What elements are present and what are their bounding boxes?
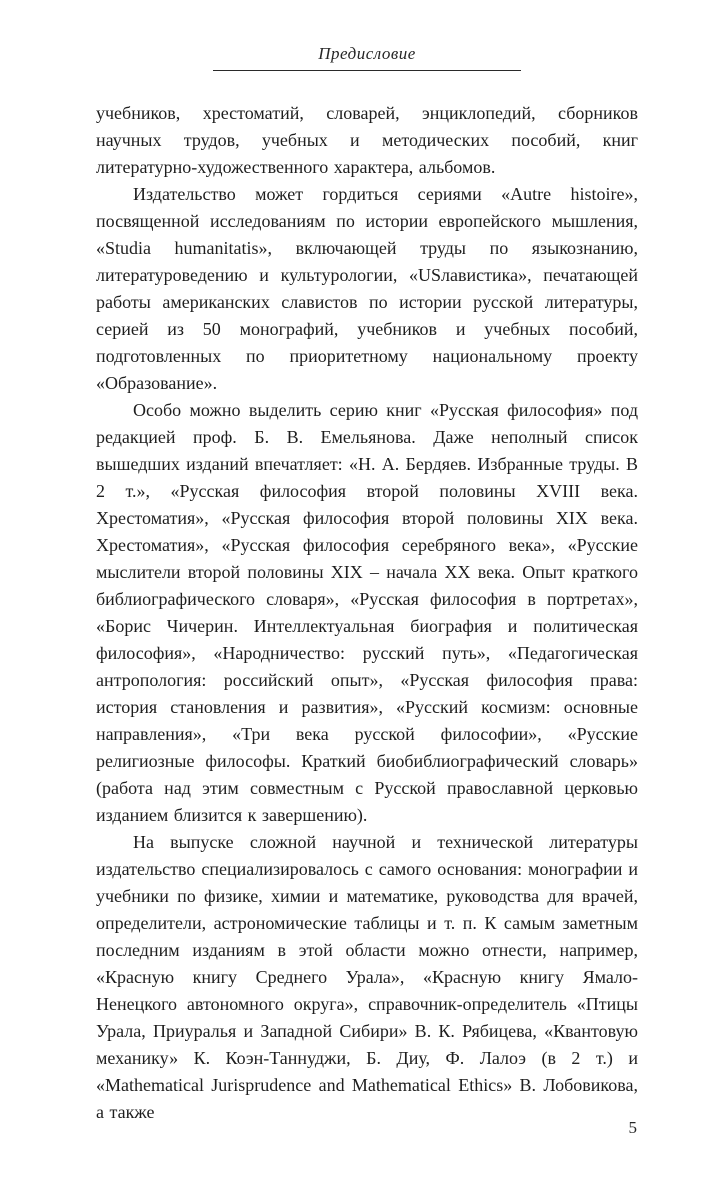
running-head: Предисловие [318, 44, 416, 63]
paragraph: На выпуске сложной научной и технической литературы издательство специализировалось с самого основания: монографии и учебники по физике, химии и математике, руководства для врачей, определители, астрономические таблицы и т. п. К самым заметным последним изданиям в этой области можно отнести, например, «Красную книгу Среднего Урала», «Красную книгу Ямало-Ненецкого автономного округа», справочник-определитель «Птицы Урала, Приуралья и Западной Сибири» В. К. Рябицева, «Квантовую механику» К. Коэн-Таннуджи, Б. Диу, Ф. Лалоэ (в 2 т.) и «Mathematical Jurisprudence and Mathematical Ethics» В. Лобовикова, а также [96, 832, 638, 1122]
page-header [96, 44, 638, 71]
paragraph: Особо можно выделить серию книг «Русская философия» под редакцией проф. Б. В. Емельянова. Даже неполный список вышедших изданий впечатляет: «Н. А. Бердяев. Избранные труды. В 2 т.», «Русская философия второй половины XVIII века. Хрестоматия», «Русская философия второй половины XIX века. Хрестоматия», «Русская философия серебряного века», «Русские мыслители второй половины XIX – начала XX века. Опыт краткого библиографического словаря», «Русская философия в портретах», «Борис Чичерин. Интеллектуальная биография и политическая философия», «Народничество: русский путь», «Педагогическая антропология: российский опыт», «Русская философия права: история становления и развития», «Русский космизм: основные направления», «Три века русской философии», «Русские религиозные философы. Краткий биобиблиографический словарь» (работа над этим совместным с Русской православной церковью изданием близится к завершению). [96, 400, 638, 825]
header-rule [213, 70, 521, 71]
paragraph: учебников, хрестоматий, словарей, энциклопедий, сборников научных трудов, учебных и методических пособий, книг литературно-художественного характера, альбомов. [96, 103, 638, 177]
paragraph: Издательство может гордиться сериями «Autre histoire», посвященной исследованиям по истории европейского мышления, «Studia humanitatis», включающей труды по языкознанию, литературоведению и культурологии, «USлавистика», печатающей работы американских славистов по истории русской литературы, серией из 50 монографий, учебников и учебных пособий, подготовленных по приоритетному национальному проекту «Образование». [96, 184, 638, 393]
page-body [96, 100, 638, 1126]
page-number: 5 [628, 1118, 637, 1137]
